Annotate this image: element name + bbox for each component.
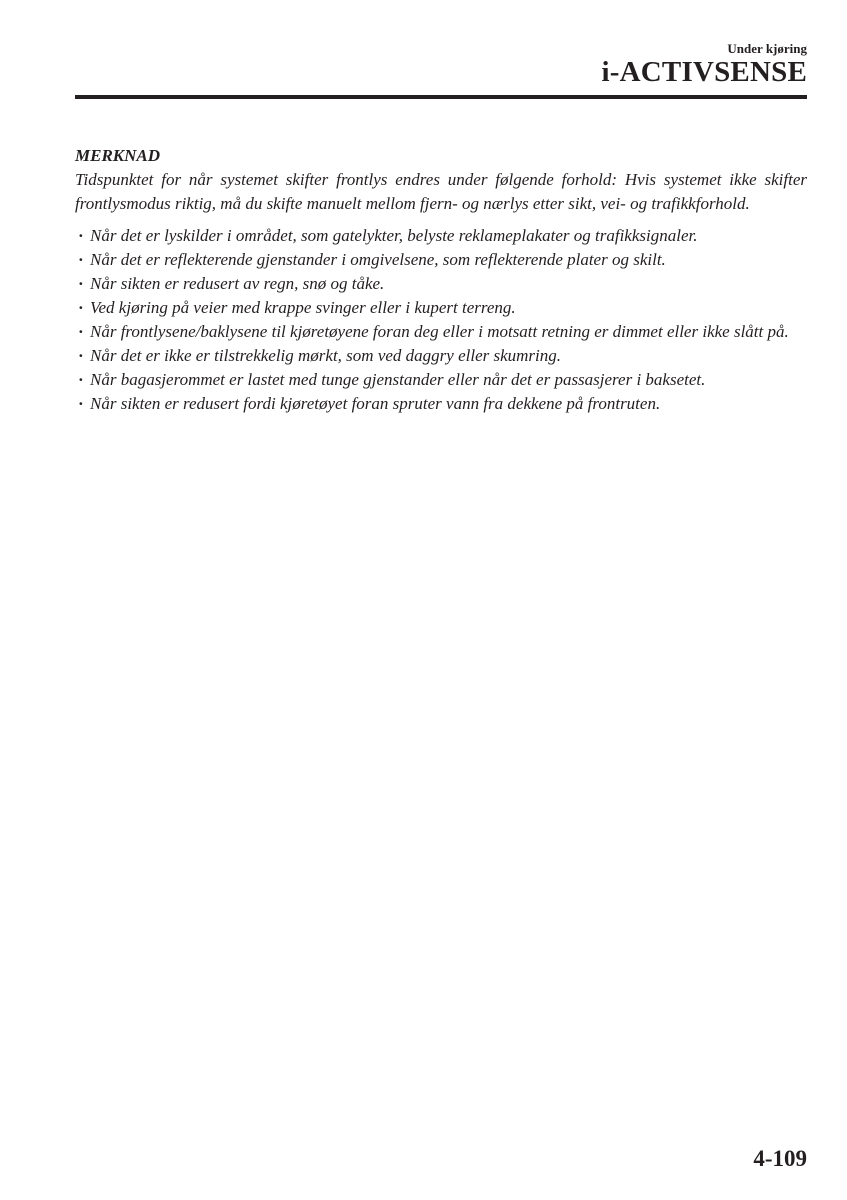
list-item: · Når det er reflekterende gjenstander i omgivelsene, som reflekterende plater og skilt. — [75, 248, 807, 272]
note-list — [75, 224, 807, 416]
list-item: · Når sikten er redusert fordi kjøretøyet foran spruter vann fra dekkene på frontruten. — [75, 392, 807, 416]
header-divider — [75, 95, 807, 99]
header-section-label: Under kjøring — [727, 41, 807, 56]
list-item: · Når bagasjerommet er lastet med tunge gjenstander eller når det er passasjerer i baksetet. — [75, 368, 807, 392]
list-item: · Ved kjøring på veier med krappe svinger eller i kupert terreng. — [75, 296, 807, 320]
page-title: i-ACTIVSENSE — [601, 56, 807, 88]
list-item: · Når det er ikke er tilstrekkelig mørkt, som ved daggry eller skumring. — [75, 344, 807, 368]
note-heading: MERKNAD — [75, 146, 161, 165]
note-block — [75, 144, 807, 416]
note-intro: Tidspunktet for når systemet skifter frontlys endres under følgende forhold: Hvis systemet ikke skifter frontlysmodus riktig, må du skifte manuelt mellom fjern- og nærlys etter sikt, vei- og trafikkforhold. — [75, 170, 807, 213]
page-number: 4-109 — [753, 1146, 807, 1171]
list-item: · Når sikten er redusert av regn, snø og tåke. — [75, 272, 807, 296]
list-item: · Når frontlysene/baklysene til kjøretøyene foran deg eller i motsatt retning er dimmet eller ikke slått på. — [75, 320, 807, 344]
list-item: · Når det er lyskilder i området, som gatelykter, belyste reklameplakater og trafikksignaler. — [75, 224, 807, 248]
